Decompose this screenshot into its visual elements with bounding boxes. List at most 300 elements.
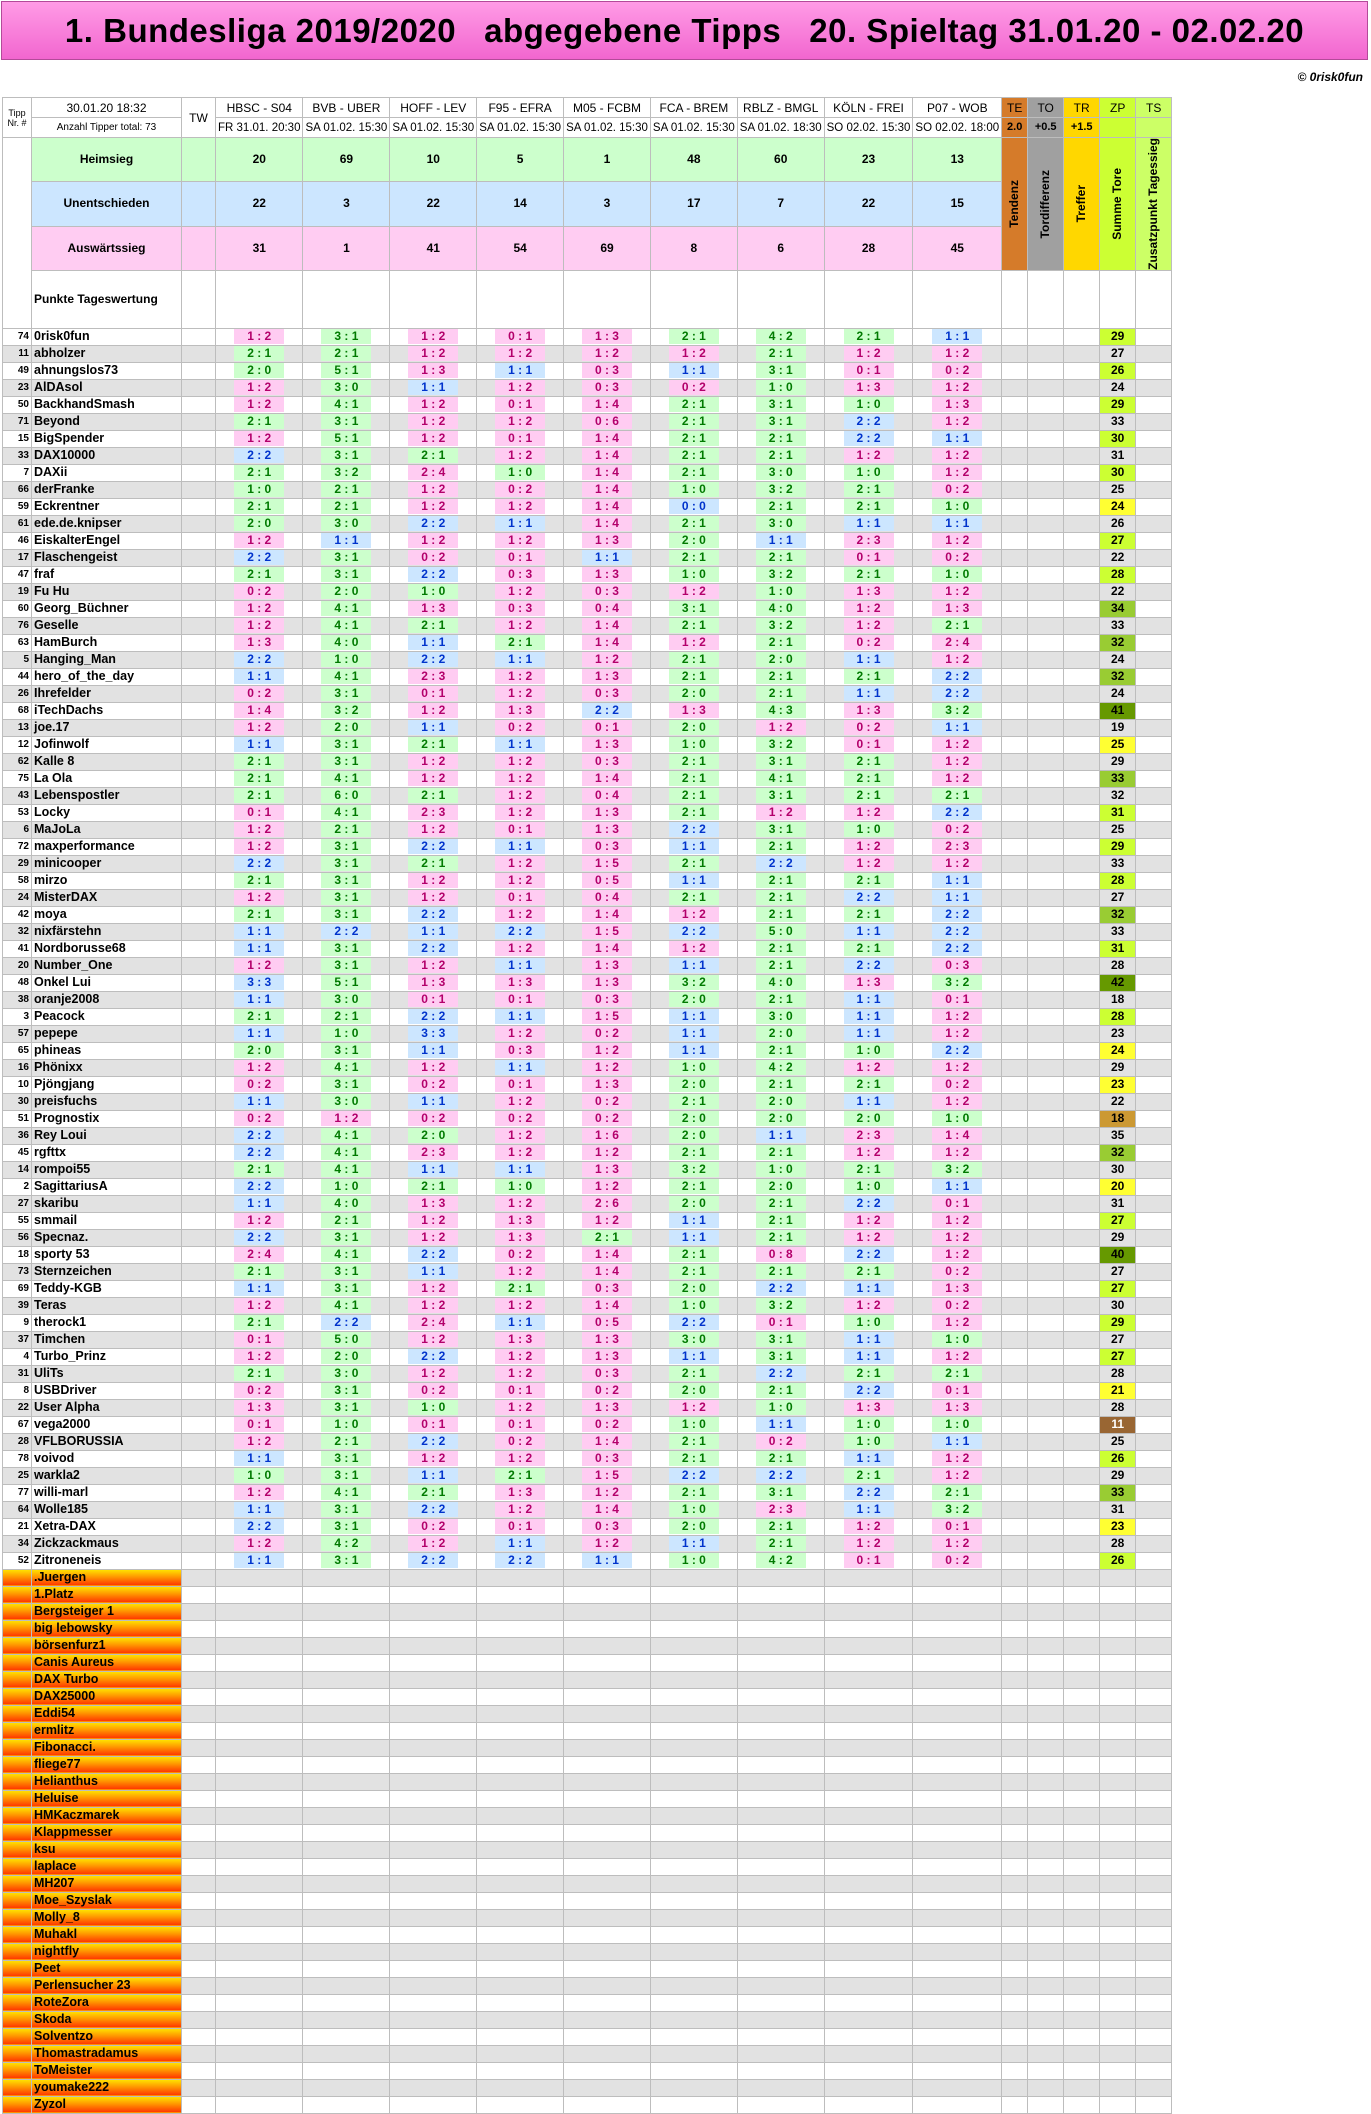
tip-cell	[216, 1144, 303, 1161]
match-date: SA 01.02. 15:30	[564, 118, 651, 138]
tipp-number: 67	[3, 1416, 32, 1433]
tip-value: 1 : 1	[844, 924, 894, 939]
table-row	[3, 1518, 1172, 1535]
tw-cell	[182, 719, 216, 736]
tr-cell	[1064, 957, 1100, 974]
te-cell	[1002, 1467, 1028, 1484]
tipper-name: User Alpha	[32, 1399, 182, 1416]
te-cell	[1002, 1484, 1028, 1501]
missing-tipper-name: DAX Turbo	[32, 1671, 182, 1688]
tipp-number: 10	[3, 1076, 32, 1093]
ts-cell	[1136, 1263, 1172, 1280]
tip-cell	[390, 855, 477, 872]
tip-cell	[737, 804, 824, 821]
tip-cell	[303, 889, 390, 906]
blank	[1064, 1841, 1100, 1858]
tip-value: 1 : 2	[234, 958, 284, 973]
tipper-name: USBDriver	[32, 1382, 182, 1399]
tip-cell	[216, 957, 303, 974]
blank	[650, 1824, 737, 1841]
tipp-number: 14	[3, 1161, 32, 1178]
blank	[182, 1671, 216, 1688]
table-row	[3, 685, 1172, 702]
tip-cell	[824, 787, 913, 804]
tip-cell	[390, 617, 477, 634]
tip-value: 1 : 2	[408, 958, 458, 973]
tip-cell	[216, 362, 303, 379]
blank	[737, 1654, 824, 1671]
blank	[182, 1926, 216, 1943]
tip-value: 1 : 2	[408, 397, 458, 412]
tip-cell	[564, 1093, 651, 1110]
tip-cell	[303, 1263, 390, 1280]
tw-cell	[182, 1144, 216, 1161]
tipp-number: 29	[3, 855, 32, 872]
tr-cell	[1064, 379, 1100, 396]
tw-cell	[182, 736, 216, 753]
tip-value: 3 : 2	[932, 975, 982, 990]
blank	[1100, 1773, 1136, 1790]
te-cell	[1002, 702, 1028, 719]
tip-value: 2 : 1	[234, 1315, 284, 1330]
tip-cell	[737, 532, 824, 549]
tip-cell	[737, 770, 824, 787]
summary-count: 28	[824, 226, 913, 270]
blank	[1100, 1739, 1136, 1756]
tip-cell	[913, 1161, 1002, 1178]
to-cell	[1028, 838, 1064, 855]
tip-value: 1 : 0	[669, 482, 719, 497]
tip-value: 4 : 0	[321, 635, 371, 650]
tw-cell	[182, 702, 216, 719]
tip-value: 1 : 2	[582, 1043, 632, 1058]
tip-value: 3 : 1	[321, 567, 371, 582]
tip-value: 2 : 2	[932, 669, 982, 684]
tip-value: 2 : 1	[495, 1281, 545, 1296]
tip-cell	[913, 906, 1002, 923]
tip-value: 0 : 1	[408, 992, 458, 1007]
tip-value: 2 : 2	[844, 431, 894, 446]
tip-cell	[216, 617, 303, 634]
tip-value: 4 : 1	[321, 397, 371, 412]
ts-cell	[1136, 1076, 1172, 1093]
tip-value: 2 : 1	[321, 822, 371, 837]
tip-value: 1 : 0	[669, 1060, 719, 1075]
tw-summary	[182, 226, 216, 270]
tr-cell	[1064, 583, 1100, 600]
tip-cell	[216, 345, 303, 362]
blank	[913, 1807, 1002, 1824]
match-date: SO 02.02. 18:00	[913, 118, 1002, 138]
blank	[216, 2096, 303, 2113]
tip-value: 4 : 1	[321, 1298, 371, 1313]
zp-value: 30	[1100, 464, 1136, 481]
zp-value: 24	[1100, 379, 1136, 396]
tr-cell	[1064, 1365, 1100, 1382]
blank	[390, 1875, 477, 1892]
tip-cell	[390, 923, 477, 940]
blank	[737, 1875, 824, 1892]
tip-cell	[303, 1229, 390, 1246]
to-cell	[1028, 1348, 1064, 1365]
to-cell	[1028, 413, 1064, 430]
blank	[1136, 1688, 1172, 1705]
tip-cell	[390, 1501, 477, 1518]
tipp-number: 46	[3, 532, 32, 549]
tip-value: 1 : 2	[495, 1400, 545, 1415]
tip-cell	[737, 430, 824, 447]
match-name: KÖLN - FREI	[824, 98, 913, 118]
missing-row-marker	[3, 2011, 32, 2028]
tip-cell	[913, 1365, 1002, 1382]
tip-value: 2 : 1	[756, 499, 806, 514]
blank	[182, 1637, 216, 1654]
table-row	[3, 634, 1172, 651]
tip-value: 0 : 1	[932, 1519, 982, 1534]
tip-value: 0 : 4	[582, 601, 632, 616]
tip-value: 0 : 2	[844, 720, 894, 735]
blank	[1028, 1875, 1064, 1892]
tipp-number: 47	[3, 566, 32, 583]
tip-value: 2 : 1	[844, 771, 894, 786]
blank	[1100, 1841, 1136, 1858]
blank	[390, 1977, 477, 1994]
tip-value: 1 : 1	[582, 1553, 632, 1568]
tip-cell	[477, 1450, 564, 1467]
tip-value: 1 : 2	[844, 1230, 894, 1245]
tip-cell	[824, 379, 913, 396]
tip-cell	[477, 1161, 564, 1178]
blank	[1028, 1620, 1064, 1637]
tip-value: 3 : 0	[321, 1366, 371, 1381]
tip-value: 1 : 2	[844, 601, 894, 616]
blank	[216, 1705, 303, 1722]
tip-value: 1 : 4	[582, 618, 632, 633]
te-cell	[1002, 804, 1028, 821]
tip-value: 2 : 1	[408, 1179, 458, 1194]
blank	[824, 2096, 913, 2113]
tipp-number: 36	[3, 1127, 32, 1144]
te-cell	[1002, 583, 1028, 600]
tip-value: 1 : 2	[582, 346, 632, 361]
blank	[564, 1875, 651, 1892]
ts-cell	[1136, 804, 1172, 821]
tr-cell	[1064, 1110, 1100, 1127]
tip-cell	[737, 1059, 824, 1076]
tip-cell	[216, 1484, 303, 1501]
tip-cell	[564, 515, 651, 532]
tipp-number: 61	[3, 515, 32, 532]
to-cell	[1028, 1314, 1064, 1331]
tipper-name: Peacock	[32, 1008, 182, 1025]
tip-value: 3 : 0	[756, 465, 806, 480]
blank	[1100, 1909, 1136, 1926]
te-cell	[1002, 1195, 1028, 1212]
ts-cell	[1136, 1212, 1172, 1229]
tip-cell	[824, 1212, 913, 1229]
missing-row-marker	[3, 1756, 32, 1773]
blank	[913, 1739, 1002, 1756]
blank	[1028, 1977, 1064, 1994]
tip-value: 3 : 2	[756, 618, 806, 633]
tip-value: 0 : 2	[495, 1111, 545, 1126]
tip-cell	[913, 1110, 1002, 1127]
summary-count: 45	[913, 226, 1002, 270]
tip-cell	[564, 872, 651, 889]
tip-value: 1 : 1	[844, 1502, 894, 1517]
missing-tipper-name: big lebowsky	[32, 1620, 182, 1637]
tip-value: 2 : 1	[669, 890, 719, 905]
tip-value: 0 : 2	[844, 635, 894, 650]
zp-value: 31	[1100, 940, 1136, 957]
blank	[1064, 2079, 1100, 2096]
tip-cell	[913, 328, 1002, 345]
tip-cell	[564, 702, 651, 719]
summary-count: 10	[390, 138, 477, 182]
tipper-name: SagittariusA	[32, 1178, 182, 1195]
blank	[564, 1586, 651, 1603]
tip-cell	[303, 1076, 390, 1093]
tip-value: 1 : 2	[932, 1349, 982, 1364]
tip-value: 2 : 2	[932, 686, 982, 701]
tip-value: 1 : 2	[495, 346, 545, 361]
zp-value: 28	[1100, 1399, 1136, 1416]
tr-cell	[1064, 889, 1100, 906]
table-row	[3, 1280, 1172, 1297]
zp-value: 27	[1100, 889, 1136, 906]
tip-value: 1 : 1	[844, 992, 894, 1007]
to-cell	[1028, 787, 1064, 804]
blank	[650, 1671, 737, 1688]
tip-cell	[737, 736, 824, 753]
to-cell	[1028, 940, 1064, 957]
table-row	[3, 1093, 1172, 1110]
blank	[1028, 1858, 1064, 1875]
tr-cell	[1064, 447, 1100, 464]
ts-cell	[1136, 1178, 1172, 1195]
tip-value: 1 : 1	[234, 1196, 284, 1211]
tip-cell	[477, 1484, 564, 1501]
tip-value: 1 : 1	[669, 958, 719, 973]
tip-value: 1 : 3	[495, 1485, 545, 1500]
tip-cell	[216, 719, 303, 736]
tip-cell	[737, 583, 824, 600]
missing-tipper-name: ksu	[32, 1841, 182, 1858]
tip-value: 1 : 3	[582, 533, 632, 548]
tipp-number: 43	[3, 787, 32, 804]
tip-value: 1 : 1	[234, 1451, 284, 1466]
te-cell	[1002, 889, 1028, 906]
blank	[1064, 1688, 1100, 1705]
tip-cell	[303, 906, 390, 923]
blank	[1136, 1994, 1172, 2011]
tip-cell	[824, 1450, 913, 1467]
tip-cell	[737, 923, 824, 940]
tip-value: 2 : 1	[756, 669, 806, 684]
tip-value: 1 : 4	[582, 771, 632, 786]
summary-auswaertssieg: Auswärtssieg	[32, 226, 182, 270]
tip-value: 1 : 2	[669, 1400, 719, 1415]
tip-cell	[390, 464, 477, 481]
missing-row-marker	[3, 1909, 32, 1926]
tipp-number: 41	[3, 940, 32, 957]
tr-cell	[1064, 1501, 1100, 1518]
tip-cell	[650, 1416, 737, 1433]
tip-value: 1 : 1	[234, 669, 284, 684]
ts-cell	[1136, 821, 1172, 838]
tip-value: 2 : 1	[844, 873, 894, 888]
tip-value: 1 : 2	[408, 1230, 458, 1245]
tip-cell	[477, 549, 564, 566]
tr-cell	[1064, 668, 1100, 685]
missing-row-marker	[3, 1722, 32, 1739]
blank	[1028, 1926, 1064, 1943]
tip-cell	[650, 1195, 737, 1212]
to-cell	[1028, 1212, 1064, 1229]
blank	[216, 1688, 303, 1705]
tip-value: 1 : 2	[669, 346, 719, 361]
blank	[1028, 2096, 1064, 2113]
blank	[913, 1603, 1002, 1620]
tip-cell	[824, 1552, 913, 1569]
summary-count: 69	[303, 138, 390, 182]
blank	[1064, 1943, 1100, 1960]
blank	[303, 1790, 390, 1807]
tip-cell	[303, 719, 390, 736]
tip-value: 2 : 2	[932, 1043, 982, 1058]
tipp-number: 34	[3, 1535, 32, 1552]
tip-cell	[650, 906, 737, 923]
summary-count: 7	[737, 182, 824, 226]
te-cell	[1002, 498, 1028, 515]
tip-value: 1 : 2	[495, 1298, 545, 1313]
tip-cell	[216, 1501, 303, 1518]
blank	[182, 1824, 216, 1841]
tip-cell	[913, 787, 1002, 804]
blank	[1100, 2011, 1136, 2028]
tip-value: 2 : 3	[844, 1128, 894, 1143]
table-row	[3, 1654, 1172, 1671]
blank	[1002, 1841, 1028, 1858]
zp-value: 29	[1100, 1467, 1136, 1484]
ts-cell	[1136, 515, 1172, 532]
tip-cell	[824, 1195, 913, 1212]
tip-value: 4 : 1	[321, 1162, 371, 1177]
tip-value: 3 : 0	[321, 380, 371, 395]
tip-cell	[737, 1467, 824, 1484]
tip-cell	[650, 379, 737, 396]
tr-cell	[1064, 719, 1100, 736]
tip-value: 0 : 8	[756, 1247, 806, 1262]
tip-value: 2 : 0	[234, 516, 284, 531]
ts-cell	[1136, 974, 1172, 991]
tr-header: TR	[1064, 98, 1100, 118]
zp-value: 30	[1100, 430, 1136, 447]
tip-cell	[303, 566, 390, 583]
zp-value: 33	[1100, 1484, 1136, 1501]
tip-cell	[650, 345, 737, 362]
tip-cell	[913, 1348, 1002, 1365]
blank	[216, 1994, 303, 2011]
tip-cell	[216, 1450, 303, 1467]
zp-value: 18	[1100, 1110, 1136, 1127]
ts-cell	[1136, 1059, 1172, 1076]
blank	[1002, 1688, 1028, 1705]
tipp-number: 21	[3, 1518, 32, 1535]
tip-value: 0 : 4	[582, 788, 632, 803]
te-cell	[1002, 685, 1028, 702]
missing-tipper-name: Bergsteiger 1	[32, 1603, 182, 1620]
tip-cell	[913, 1212, 1002, 1229]
ts-cell	[1136, 1093, 1172, 1110]
blank	[650, 1739, 737, 1756]
te-cell	[1002, 634, 1028, 651]
blank	[913, 2045, 1002, 2062]
blank	[216, 2011, 303, 2028]
zp-value: 28	[1100, 872, 1136, 889]
zp-value: 32	[1100, 787, 1136, 804]
tw-cell	[182, 481, 216, 498]
tip-cell	[390, 532, 477, 549]
tip-cell	[390, 991, 477, 1008]
tip-value: 0 : 1	[582, 720, 632, 735]
table-row	[3, 226, 1172, 270]
tr-cell	[1064, 1484, 1100, 1501]
tip-cell	[390, 362, 477, 379]
table-row	[3, 1943, 1172, 1960]
to-cell	[1028, 1161, 1064, 1178]
missing-tipper-name: Helianthus	[32, 1773, 182, 1790]
tip-cell	[913, 481, 1002, 498]
tw-cell	[182, 1518, 216, 1535]
tip-value: 0 : 1	[408, 1417, 458, 1432]
tip-cell	[824, 719, 913, 736]
blank	[477, 1841, 564, 1858]
tip-cell	[477, 1195, 564, 1212]
tip-cell	[303, 328, 390, 345]
zp-value: 33	[1100, 413, 1136, 430]
tip-value: 1 : 2	[932, 1230, 982, 1245]
tip-cell	[477, 1365, 564, 1382]
tip-value: 3 : 0	[321, 516, 371, 531]
blank	[303, 1756, 390, 1773]
tip-value: 1 : 2	[844, 346, 894, 361]
blank	[1136, 1586, 1172, 1603]
tip-value: 1 : 2	[932, 465, 982, 480]
blank	[1064, 1620, 1100, 1637]
blank	[824, 2062, 913, 2079]
match-date: SA 01.02. 18:30	[737, 118, 824, 138]
table-row	[3, 1569, 1172, 1586]
tip-value: 1 : 3	[408, 363, 458, 378]
tip-value: 2 : 2	[234, 448, 284, 463]
tip-value: 0 : 2	[495, 720, 545, 735]
tip-cell	[564, 1263, 651, 1280]
tip-value: 2 : 1	[844, 1366, 894, 1381]
tip-value: 1 : 2	[932, 1094, 982, 1109]
tipp-number: 38	[3, 991, 32, 1008]
tip-cell	[564, 770, 651, 787]
tw-cell	[182, 991, 216, 1008]
blank	[824, 1926, 913, 1943]
tip-cell	[650, 1093, 737, 1110]
blank	[650, 1875, 737, 1892]
tip-value: 3 : 1	[669, 601, 719, 616]
table-row	[3, 1297, 1172, 1314]
tip-value: 0 : 1	[234, 1417, 284, 1432]
banner-league: 1. Bundesliga 2019/2020	[64, 11, 457, 49]
blank	[1100, 1671, 1136, 1688]
